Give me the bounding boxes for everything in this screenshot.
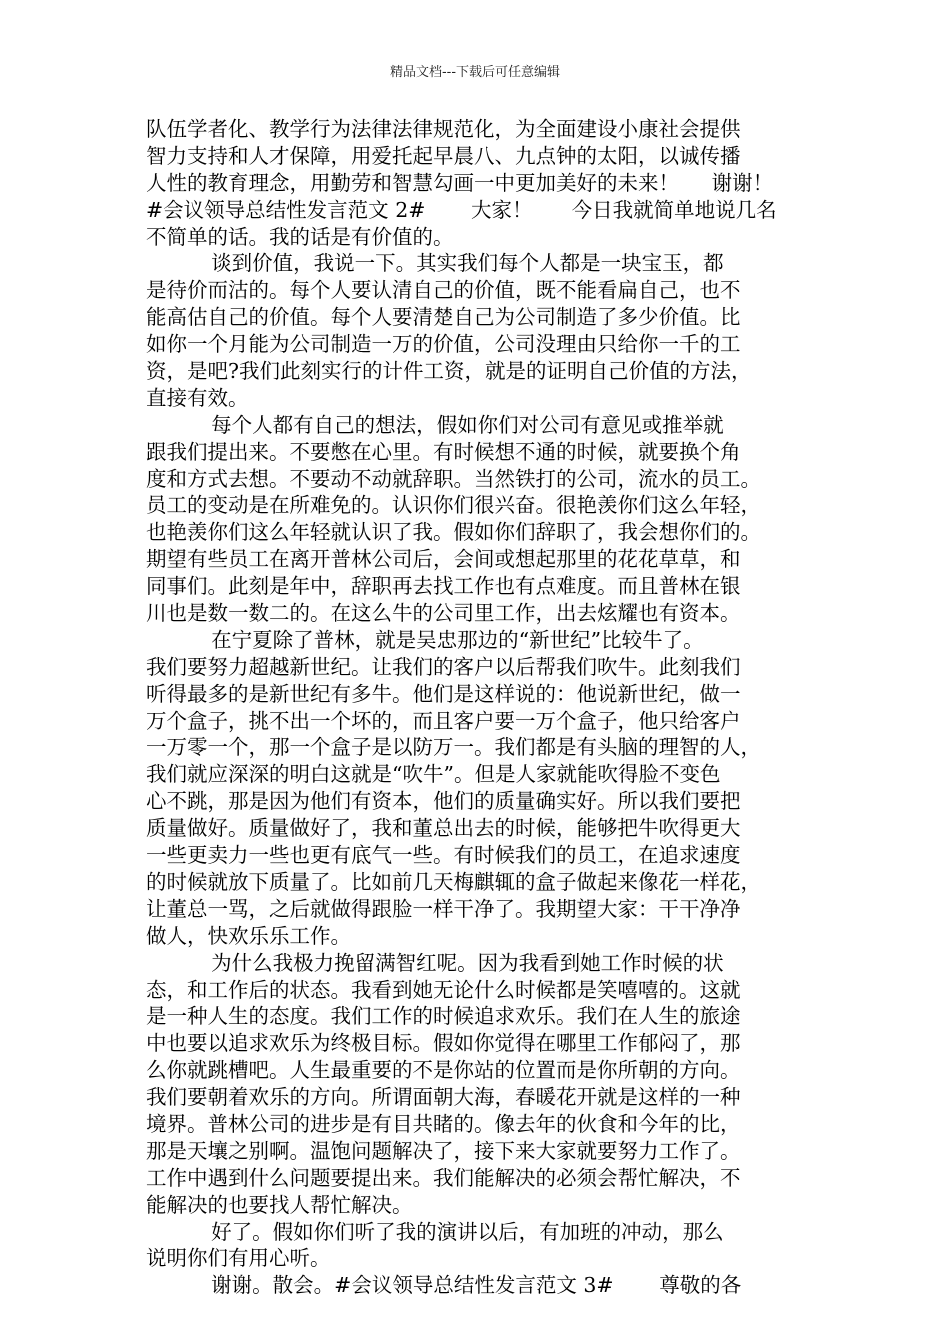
text-line: 让董总一骂，之后就做得跟脸一样干净了。我期望大家：干干净净 bbox=[146, 896, 741, 921]
text-line: 质量做好。质量做好了，我和董总出去的时候，能够把牛吹得更大 bbox=[146, 816, 741, 841]
text-line: 谈到价值，我说一下。其实我们每个人都是一块宝玉，都 bbox=[146, 251, 724, 276]
text-line: 万个盒子，挑不出一个坏的，而且客户要一万个盒子，他只给客户 bbox=[146, 708, 741, 733]
text-line: 人性的教育理念，用勤劳和智慧勾画一中更加美好的未来！ 谢谢！ bbox=[146, 170, 774, 195]
text-line: 员工的变动是在所难免的。认识你们很兴奋。很艳羡你们这么年轻， bbox=[146, 493, 761, 518]
text-line: 资，是吧?我们此刻实行的计件工资，就是的证明自己价值的方法， bbox=[146, 359, 752, 384]
text-line: 跟我们提出来。不要憋在心里。有时候想不通的时候，就要换个角 bbox=[146, 439, 741, 464]
text-line: 如你一个月能为公司制造一万的价值，公司没理由只给你一千的工 bbox=[146, 332, 741, 357]
text-line: 我们就应深深的明白这就是“吹牛”。但是人家就能吹得脸不变色 bbox=[146, 762, 721, 787]
text-line: 是待价而沽的。每个人要认清自己的价值，既不能看扁自己，也不 bbox=[146, 278, 741, 303]
text-line: 每个人都有自己的想法，假如你们对公司有意见或推举就 bbox=[146, 412, 724, 437]
text-line: 智力支持和人才保障，用爱托起早晨八、九点钟的太阳，以诚传播 bbox=[146, 143, 741, 168]
text-line: 我们要努力超越新世纪。让我们的客户以后帮我们吹牛。此刻我们 bbox=[146, 654, 741, 679]
page-header: 精品文档---下载后可任意编辑 bbox=[389, 65, 561, 80]
text-line: 川也是数一数二的。在这么牛的公司里工作，出去炫耀也有资本。 bbox=[146, 601, 741, 626]
text-line: 谢谢。散会。#会议领导总结性发言范文 3# 尊敬的各 bbox=[146, 1273, 742, 1298]
text-line: 说明你们有用心听。 bbox=[146, 1246, 331, 1271]
text-line: 一些更卖力一些也更有底气一些。有时候我们的员工，在追求速度 bbox=[146, 843, 741, 868]
text-line: 我们要朝着欢乐的方向。所谓面朝大海，春暖花开就是这样的一种 bbox=[146, 1085, 741, 1110]
text-line: 能解决的也要找人帮忙解决。 bbox=[146, 1192, 413, 1217]
text-line: 同事们。此刻是年中，辞职再去找工作也有点难度。而且普林在银 bbox=[146, 574, 741, 599]
text-line: 那是天壤之别啊。温饱问题解决了，接下来大家就要努力工作了。 bbox=[146, 1138, 741, 1163]
text-line: 么你就跳槽吧。人生最重要的不是你站的位置而是你所朝的方向。 bbox=[146, 1058, 741, 1083]
text-line: 中也要以追求欢乐为终极目标。假如你觉得在哪里工作郁闷了，那 bbox=[146, 1031, 741, 1056]
text-line: 期望有些员工在离开普林公司后，会间或想起那里的花花草草，和 bbox=[146, 547, 741, 572]
text-line: 做人，快欢乐乐工作。 bbox=[146, 923, 351, 948]
text-line: 能高估自己的价值。每个人要清楚自己为公司制造了多少价值。比 bbox=[146, 305, 741, 330]
text-line: 是一种人生的态度。我们工作的时候追求欢乐。我们在人生的旅途 bbox=[146, 1004, 741, 1029]
text-line: 队伍学者化、教学行为法律法律规范化，为全面建设小康社会提供 bbox=[146, 117, 741, 141]
text-line: 工作中遇到什么问题要提出来。我们能解决的必须会帮忙解决，不 bbox=[146, 1165, 741, 1190]
text-line: 境界。普林公司的进步是有目共睹的。像去年的伙食和今年的比， bbox=[146, 1111, 741, 1136]
text-line: 为什么我极力挽留满智红呢。因为我看到她工作时候的状 bbox=[146, 950, 724, 975]
text-line: 不简单的话。我的话是有价值的。 bbox=[146, 224, 454, 249]
text-line: 直接有效。 bbox=[146, 385, 249, 410]
text-line: 在宁夏除了普林，就是吴忠那边的“新世纪”比较牛了。 bbox=[146, 627, 704, 652]
text-line: 心不跳，那是因为他们有资本，他们的质量确实好。所以我们要把 bbox=[146, 789, 741, 814]
text-line: #会议领导总结性发言范文 2# 大家！ 今日我就简单地说几名 bbox=[146, 197, 777, 222]
text-line: 也艳羡你们这么年轻就认识了我。假如你们辞职了，我会想你们的。 bbox=[146, 520, 761, 545]
text-line: 的时候就放下质量了。比如前几天梅麒辄的盒子做起来像花一样花， bbox=[146, 869, 761, 894]
text-line: 一万零一个，那一个盒子是以防万一。我们都是有头脑的理智的人， bbox=[146, 735, 761, 760]
text-line: 态，和工作后的状态。我看到她无论什么时候都是笑嘻嘻的。这就 bbox=[146, 977, 741, 1002]
text-line: 度和方式去想。不要动不动就辞职。当然铁打的公司，流水的员工。 bbox=[146, 466, 761, 491]
document-body bbox=[146, 116, 818, 1299]
text-line: 听得最多的是新世纪有多牛。他们是这样说的：他说新世纪，做一 bbox=[146, 681, 741, 706]
text-line: 好了。假如你们听了我的演讲以后，有加班的冲动，那么 bbox=[146, 1219, 724, 1244]
